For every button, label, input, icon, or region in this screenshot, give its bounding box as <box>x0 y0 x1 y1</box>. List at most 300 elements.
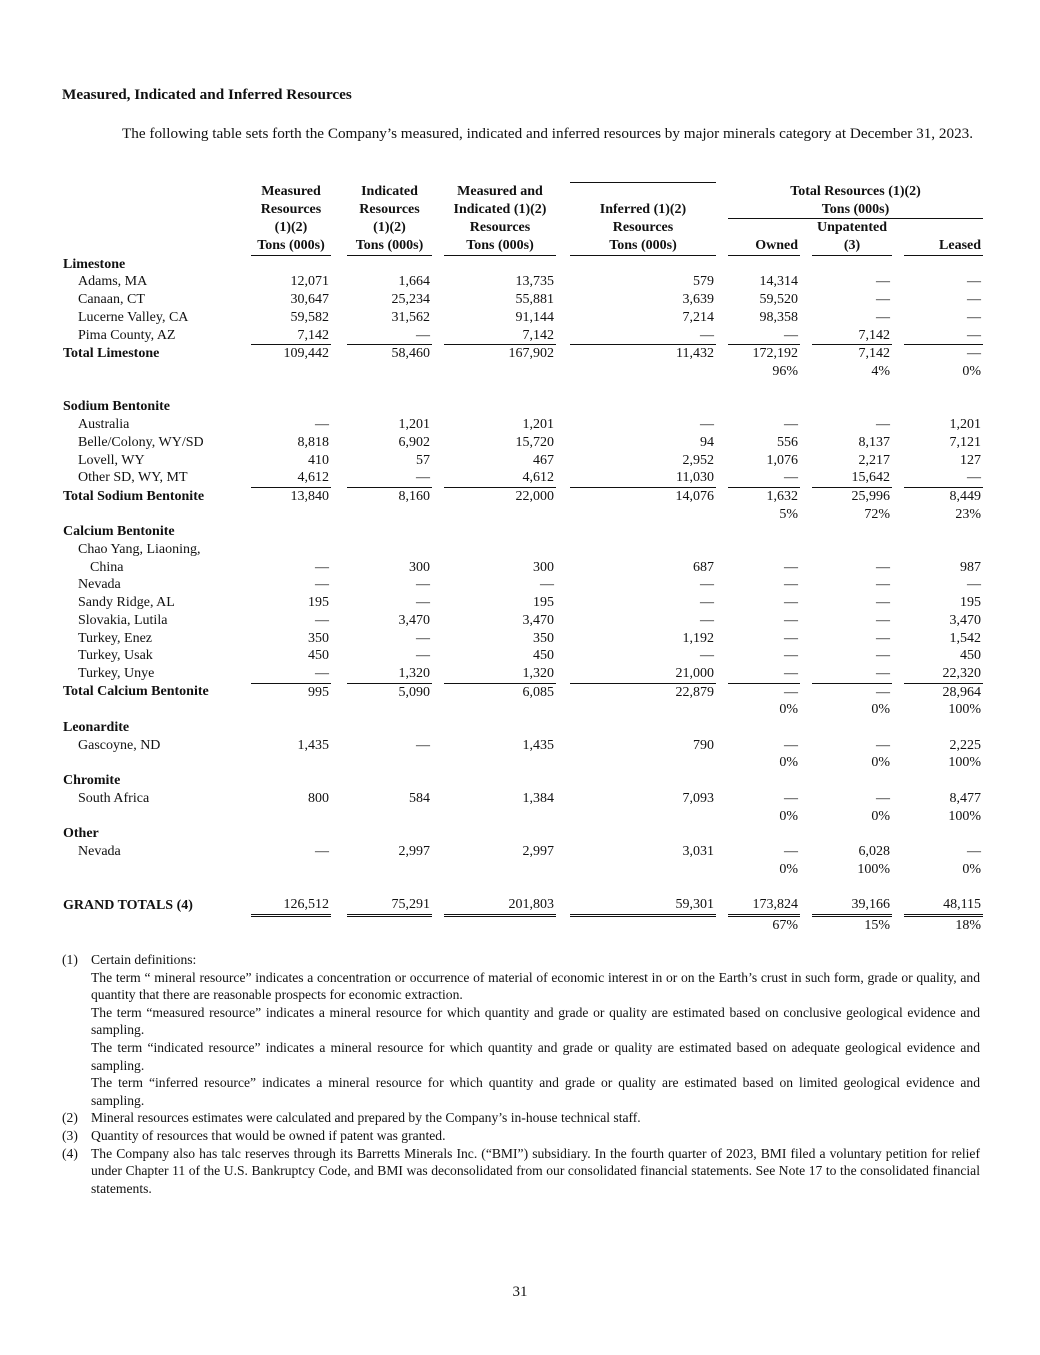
spacer-cell <box>716 255 728 273</box>
header-row <box>61 219 983 237</box>
value-cell <box>812 541 892 559</box>
spacer-cell <box>728 523 800 541</box>
column-header <box>556 219 570 237</box>
value-cell: 167,902 <box>508 346 554 362</box>
value-cell: 28,964 <box>942 684 982 700</box>
column-header <box>432 219 444 237</box>
percent-row <box>61 363 983 381</box>
spacer-cell <box>556 630 570 648</box>
spacer-cell <box>892 647 904 665</box>
spacer-cell <box>432 273 444 291</box>
footnote-text <box>91 951 980 1109</box>
value-cell: 556 <box>777 434 798 450</box>
total-row <box>61 683 983 701</box>
value-cell: — <box>784 417 798 433</box>
value-cell: 1,320 <box>347 665 432 683</box>
value-cell: — <box>540 577 554 593</box>
spacer-cell <box>432 772 444 790</box>
column-header: Resources <box>260 201 322 217</box>
spacer-cell <box>556 754 570 772</box>
spacer-cell <box>800 790 812 808</box>
spacer-cell <box>251 719 331 737</box>
spacer-cell <box>892 861 904 879</box>
spacer-cell <box>716 416 728 434</box>
row-label: Pima County, AZ <box>78 327 176 343</box>
value-cell: 100% <box>948 702 982 718</box>
spacer-cell <box>347 255 432 273</box>
spacer-cell <box>800 843 812 861</box>
spacer-cell <box>716 363 728 381</box>
value-cell: 22,320 <box>904 665 983 683</box>
column-header <box>331 201 347 219</box>
value-cell: 8,160 <box>398 488 430 504</box>
value-cell: 5% <box>779 506 798 522</box>
spacer-cell <box>892 754 904 772</box>
spacer-cell <box>331 452 347 470</box>
spacer-cell <box>331 719 347 737</box>
spacer-cell <box>570 825 716 843</box>
spacer-cell <box>331 896 347 915</box>
spacer-cell <box>432 861 444 879</box>
value-cell: 579 <box>693 274 714 290</box>
row-label: Gascoyne, ND <box>78 737 161 753</box>
value-cell: 0% <box>962 364 982 379</box>
value-cell: 100% <box>857 861 890 877</box>
column-header <box>61 219 251 237</box>
spacer-cell <box>331 559 347 577</box>
value-cell: — <box>812 665 892 683</box>
spacer-cell <box>904 255 983 273</box>
spacer-cell <box>432 416 444 434</box>
spacer-cell <box>904 772 983 790</box>
value-cell: 687 <box>693 559 714 575</box>
spacer-cell <box>892 452 904 470</box>
value-cell: 410 <box>308 452 329 468</box>
value-cell: 1,632 <box>766 488 798 504</box>
value-cell: — <box>967 274 982 290</box>
footnote-number: (1) <box>62 952 78 967</box>
value-cell: 0% <box>779 808 798 824</box>
value-cell: — <box>315 577 329 593</box>
spacer-cell <box>716 506 728 524</box>
spacer-cell <box>716 345 728 363</box>
spacer-cell <box>556 808 570 826</box>
value-cell: 7,121 <box>949 434 982 450</box>
value-cell: — <box>784 630 798 646</box>
spacer-cell <box>716 915 728 934</box>
spacer-cell <box>432 808 444 826</box>
column-header: (1)(2) <box>274 220 308 236</box>
spacer-cell <box>716 559 728 577</box>
value-cell: 1,192 <box>682 630 714 646</box>
spacer-cell <box>556 309 570 327</box>
table-row <box>61 381 983 399</box>
value-cell <box>444 861 556 879</box>
value-cell: 14,076 <box>675 488 714 504</box>
spacer-cell <box>432 327 444 345</box>
spacer-cell <box>556 345 570 363</box>
table-row <box>61 576 983 594</box>
value-cell: 31,562 <box>391 309 430 325</box>
value-cell: 23% <box>955 506 982 522</box>
column-header: Total Resources (1)(2) <box>790 183 921 199</box>
spacer-cell <box>347 772 432 790</box>
value-cell: 55,881 <box>515 292 554 308</box>
spacer-cell <box>716 541 728 559</box>
spacer-cell <box>556 737 570 755</box>
spacer-cell <box>570 523 716 541</box>
value-cell: — <box>876 790 890 806</box>
value-cell: 100% <box>948 755 982 771</box>
value-cell: 11,030 <box>570 469 716 487</box>
table-row <box>61 452 983 470</box>
spacer-cell <box>347 398 432 416</box>
spacer-cell <box>892 255 904 273</box>
footnote-number: (2) <box>62 1110 78 1126</box>
spacer-cell <box>716 896 728 915</box>
value-cell: 21,000 <box>570 665 716 683</box>
value-cell: — <box>700 595 714 611</box>
spacer-cell <box>331 612 347 630</box>
value-cell: 15,720 <box>515 434 554 450</box>
spacer-cell <box>347 825 432 843</box>
table-row <box>61 541 983 559</box>
column-header <box>716 201 728 219</box>
percent-row <box>61 506 983 524</box>
spacer-cell <box>556 273 570 291</box>
spacer-cell <box>892 594 904 612</box>
footnote-paragraph: Quantity of resources that would be owned if patent was granted. <box>91 1127 446 1143</box>
spacer-cell <box>800 291 812 309</box>
value-cell: 14,314 <box>759 274 798 290</box>
value-cell: 1,435 <box>297 737 329 753</box>
row-label: Belle/Colony, WY/SD <box>78 434 204 450</box>
table-row <box>61 737 983 755</box>
spacer-cell <box>892 665 904 683</box>
spacer-cell <box>331 469 347 487</box>
row-label: Sandy Ridge, AL <box>78 595 175 611</box>
footnote-text <box>91 1109 980 1127</box>
value-cell <box>570 506 716 524</box>
spacer-cell <box>556 915 570 934</box>
column-header <box>61 183 251 201</box>
spacer-cell <box>251 825 331 843</box>
spacer-cell <box>716 647 728 665</box>
value-cell: — <box>784 684 798 700</box>
value-cell: 4% <box>871 364 890 379</box>
value-cell: 2,225 <box>949 737 982 753</box>
value-cell: 25,996 <box>851 488 890 504</box>
spacer-cell <box>800 416 812 434</box>
table-row <box>61 327 983 345</box>
spacer-cell <box>892 416 904 434</box>
value-cell: 75,291 <box>347 896 432 915</box>
column-header: Resources <box>359 201 420 217</box>
value-cell: 0% <box>779 755 798 771</box>
spacer-cell <box>570 719 716 737</box>
spacer-cell <box>892 808 904 826</box>
spacer-cell <box>556 541 570 559</box>
spacer-cell <box>432 255 444 273</box>
value-cell: 30,647 <box>290 292 329 308</box>
spacer-cell <box>432 523 444 541</box>
spacer-cell <box>800 683 812 701</box>
value-cell: 67% <box>772 917 798 933</box>
spacer-cell <box>570 398 716 416</box>
spacer-cell <box>800 327 812 345</box>
spacer-cell <box>800 825 812 843</box>
spacer-cell <box>331 754 347 772</box>
spacer-cell <box>331 647 347 665</box>
value-cell: — <box>784 612 798 628</box>
table-row <box>61 309 983 327</box>
value-cell: — <box>876 292 890 308</box>
spacer-cell <box>800 896 812 915</box>
spacer-cell <box>800 576 812 594</box>
value-cell: 1,201 <box>398 417 430 433</box>
value-cell: 2,217 <box>858 452 890 468</box>
spacer-cell <box>812 825 892 843</box>
spacer-cell <box>716 772 728 790</box>
value-cell: 25,234 <box>391 292 430 308</box>
row-label: Turkey, Enez <box>78 630 153 646</box>
spacer-cell <box>556 523 570 541</box>
spacer-cell <box>331 363 347 381</box>
spacer-cell <box>331 434 347 452</box>
spacer-cell <box>432 452 444 470</box>
column-header: Tons (000s) <box>444 237 556 255</box>
spacer-cell <box>432 345 444 363</box>
spacer-cell <box>331 291 347 309</box>
value-cell: — <box>876 648 890 664</box>
spacer-cell <box>556 790 570 808</box>
page-number: 31 <box>512 1284 528 1300</box>
column-header <box>716 237 728 255</box>
column-header: Measured <box>261 183 321 199</box>
table-row <box>61 878 983 896</box>
spacer-cell <box>432 665 444 683</box>
spacer-cell <box>892 790 904 808</box>
value-cell: 8,818 <box>297 434 329 450</box>
value-cell: 1,664 <box>398 274 430 290</box>
spacer-cell <box>716 469 728 487</box>
row-label <box>61 808 251 826</box>
value-cell: 987 <box>960 559 982 575</box>
column-header <box>716 183 728 201</box>
spacer-cell <box>556 612 570 630</box>
row-label: Slovakia, Lutila <box>78 612 168 628</box>
value-cell <box>570 701 716 719</box>
column-header <box>892 237 904 255</box>
spacer-cell <box>812 772 892 790</box>
value-cell: — <box>876 595 890 611</box>
column-header: Owned <box>728 237 800 255</box>
value-cell <box>347 754 432 772</box>
value-cell <box>251 861 331 879</box>
percent-row <box>61 915 983 934</box>
value-cell: — <box>876 417 890 433</box>
row-label: Nevada <box>78 843 121 859</box>
spacer-cell <box>432 487 444 505</box>
value-cell: 11,432 <box>676 346 714 362</box>
row-label: South Africa <box>78 790 150 806</box>
spacer-cell <box>800 915 812 934</box>
spacer-cell <box>556 291 570 309</box>
spacer-cell <box>331 915 347 934</box>
spacer-cell <box>556 861 570 879</box>
spacer-cell <box>331 345 347 363</box>
spacer-cell <box>331 790 347 808</box>
column-header: Indicated <box>361 183 418 199</box>
value-cell: 4,612 <box>444 469 556 487</box>
column-header <box>716 219 728 237</box>
value-cell: 7,142 <box>812 327 892 345</box>
column-header <box>728 219 800 237</box>
section-title: Limestone <box>63 256 126 272</box>
grand-total-row <box>61 896 983 915</box>
spacer-cell <box>800 701 812 719</box>
value-cell: 800 <box>308 790 329 806</box>
spacer-cell <box>716 487 728 505</box>
footnote-text <box>91 1127 980 1145</box>
spacer-cell <box>331 843 347 861</box>
table-row <box>61 843 983 861</box>
row-label: GRAND TOTALS (4) <box>63 897 193 913</box>
value-cell: 127 <box>960 452 982 468</box>
spacer-cell <box>251 523 331 541</box>
spacer-cell <box>716 701 728 719</box>
spacer-cell <box>556 255 570 273</box>
spacer-cell <box>556 452 570 470</box>
section-title-row <box>61 255 983 273</box>
value-cell: 3,031 <box>682 843 714 859</box>
spacer-cell <box>556 559 570 577</box>
spacer-cell <box>331 825 347 843</box>
spacer-cell <box>432 291 444 309</box>
percent-row <box>61 861 983 879</box>
section-title-row <box>61 523 983 541</box>
value-cell: 7,142 <box>444 327 556 345</box>
value-cell: 109,442 <box>283 346 329 362</box>
spacer-cell <box>728 255 800 273</box>
spacer-cell <box>432 754 444 772</box>
value-cell: 995 <box>308 684 329 700</box>
value-cell <box>347 808 432 826</box>
value-cell: 5,090 <box>398 684 430 700</box>
spacer-cell <box>716 790 728 808</box>
header-row <box>61 201 983 219</box>
section-title-row <box>61 398 983 416</box>
value-cell: — <box>876 274 890 290</box>
spacer-cell <box>432 790 444 808</box>
value-cell <box>570 754 716 772</box>
spacer-cell <box>432 825 444 843</box>
column-header: Tons (000s) <box>570 237 716 255</box>
value-cell: 72% <box>864 506 890 522</box>
value-cell: 300 <box>409 559 430 575</box>
value-cell: — <box>416 737 430 753</box>
value-cell <box>251 915 331 934</box>
spacer-cell <box>331 398 347 416</box>
value-cell: — <box>904 327 983 345</box>
value-cell <box>728 541 800 559</box>
spacer-cell <box>556 363 570 381</box>
section-title: Other <box>63 826 99 842</box>
column-header: Tons (000s) <box>728 201 983 219</box>
spacer-cell <box>800 434 812 452</box>
spacer-cell <box>800 665 812 683</box>
value-cell: 6,085 <box>522 684 554 700</box>
value-cell: 7,093 <box>682 790 714 806</box>
table-row <box>61 790 983 808</box>
spacer-cell <box>800 398 812 416</box>
value-cell <box>347 363 432 381</box>
section-title-row <box>61 772 983 790</box>
value-cell <box>347 701 432 719</box>
value-cell: 13,840 <box>290 488 329 504</box>
row-label: Australia <box>78 417 130 433</box>
spacer-cell <box>432 630 444 648</box>
value-cell: 0% <box>871 808 890 824</box>
column-header <box>331 183 347 201</box>
spacer-cell <box>800 255 812 273</box>
value-cell: 4,612 <box>251 469 331 487</box>
value-cell: — <box>784 790 798 806</box>
spacer-cell <box>800 506 812 524</box>
footnote-paragraph: The term “ mineral resource” indicates a concentration or occurrence of material of economic interest in or on the Earth’s crust in such form, grade or quality, and quantity that there are reasonable prospects for economic extraction. <box>91 969 980 1003</box>
spacer-cell <box>331 630 347 648</box>
value-cell: — <box>784 648 798 664</box>
row-label: Turkey, Usak <box>78 648 153 664</box>
spacer-cell <box>892 363 904 381</box>
value-cell: 790 <box>693 737 714 753</box>
spacer-cell <box>892 683 904 701</box>
value-cell: 1,201 <box>949 417 982 433</box>
value-cell: — <box>876 577 890 593</box>
value-cell: 8,477 <box>949 790 982 806</box>
value-cell: 22,879 <box>675 684 714 700</box>
spacer-cell <box>904 825 983 843</box>
spacer-cell <box>892 612 904 630</box>
value-cell: — <box>967 292 982 308</box>
value-cell: 0% <box>779 702 798 718</box>
spacer-cell <box>892 309 904 327</box>
spacer-cell <box>556 416 570 434</box>
value-cell: 59,582 <box>290 309 329 325</box>
value-cell: 91,144 <box>515 309 554 325</box>
spacer-cell <box>556 665 570 683</box>
value-cell: 58,460 <box>391 346 430 362</box>
spacer-cell <box>892 559 904 577</box>
table-row <box>61 612 983 630</box>
value-cell: — <box>728 665 800 683</box>
value-cell: 2,997 <box>522 843 554 859</box>
spacer-cell <box>432 647 444 665</box>
value-cell: — <box>728 469 800 487</box>
column-header <box>892 219 904 237</box>
value-cell: 1,201 <box>522 417 554 433</box>
value-cell: — <box>967 843 982 859</box>
spacer-cell <box>892 576 904 594</box>
spacer-cell <box>716 291 728 309</box>
row-label <box>61 915 251 934</box>
footnote-paragraph: The Company also has talc reserves through its Barretts Minerals Inc. (“BMI”) subsidiary. In the fourth quarter of 2023, BMI filed a voluntary petition for relief under Chapter 11 of the U.S. Bankruptcy Code, and BMI was deconsolidated from our consolidated financial statements. See Note 17 to the consolidated financial statements. <box>91 1145 980 1196</box>
value-cell: — <box>700 648 714 664</box>
value-cell: — <box>570 327 716 345</box>
spacer-cell <box>716 523 728 541</box>
spacer-cell <box>716 576 728 594</box>
column-header <box>800 237 812 255</box>
